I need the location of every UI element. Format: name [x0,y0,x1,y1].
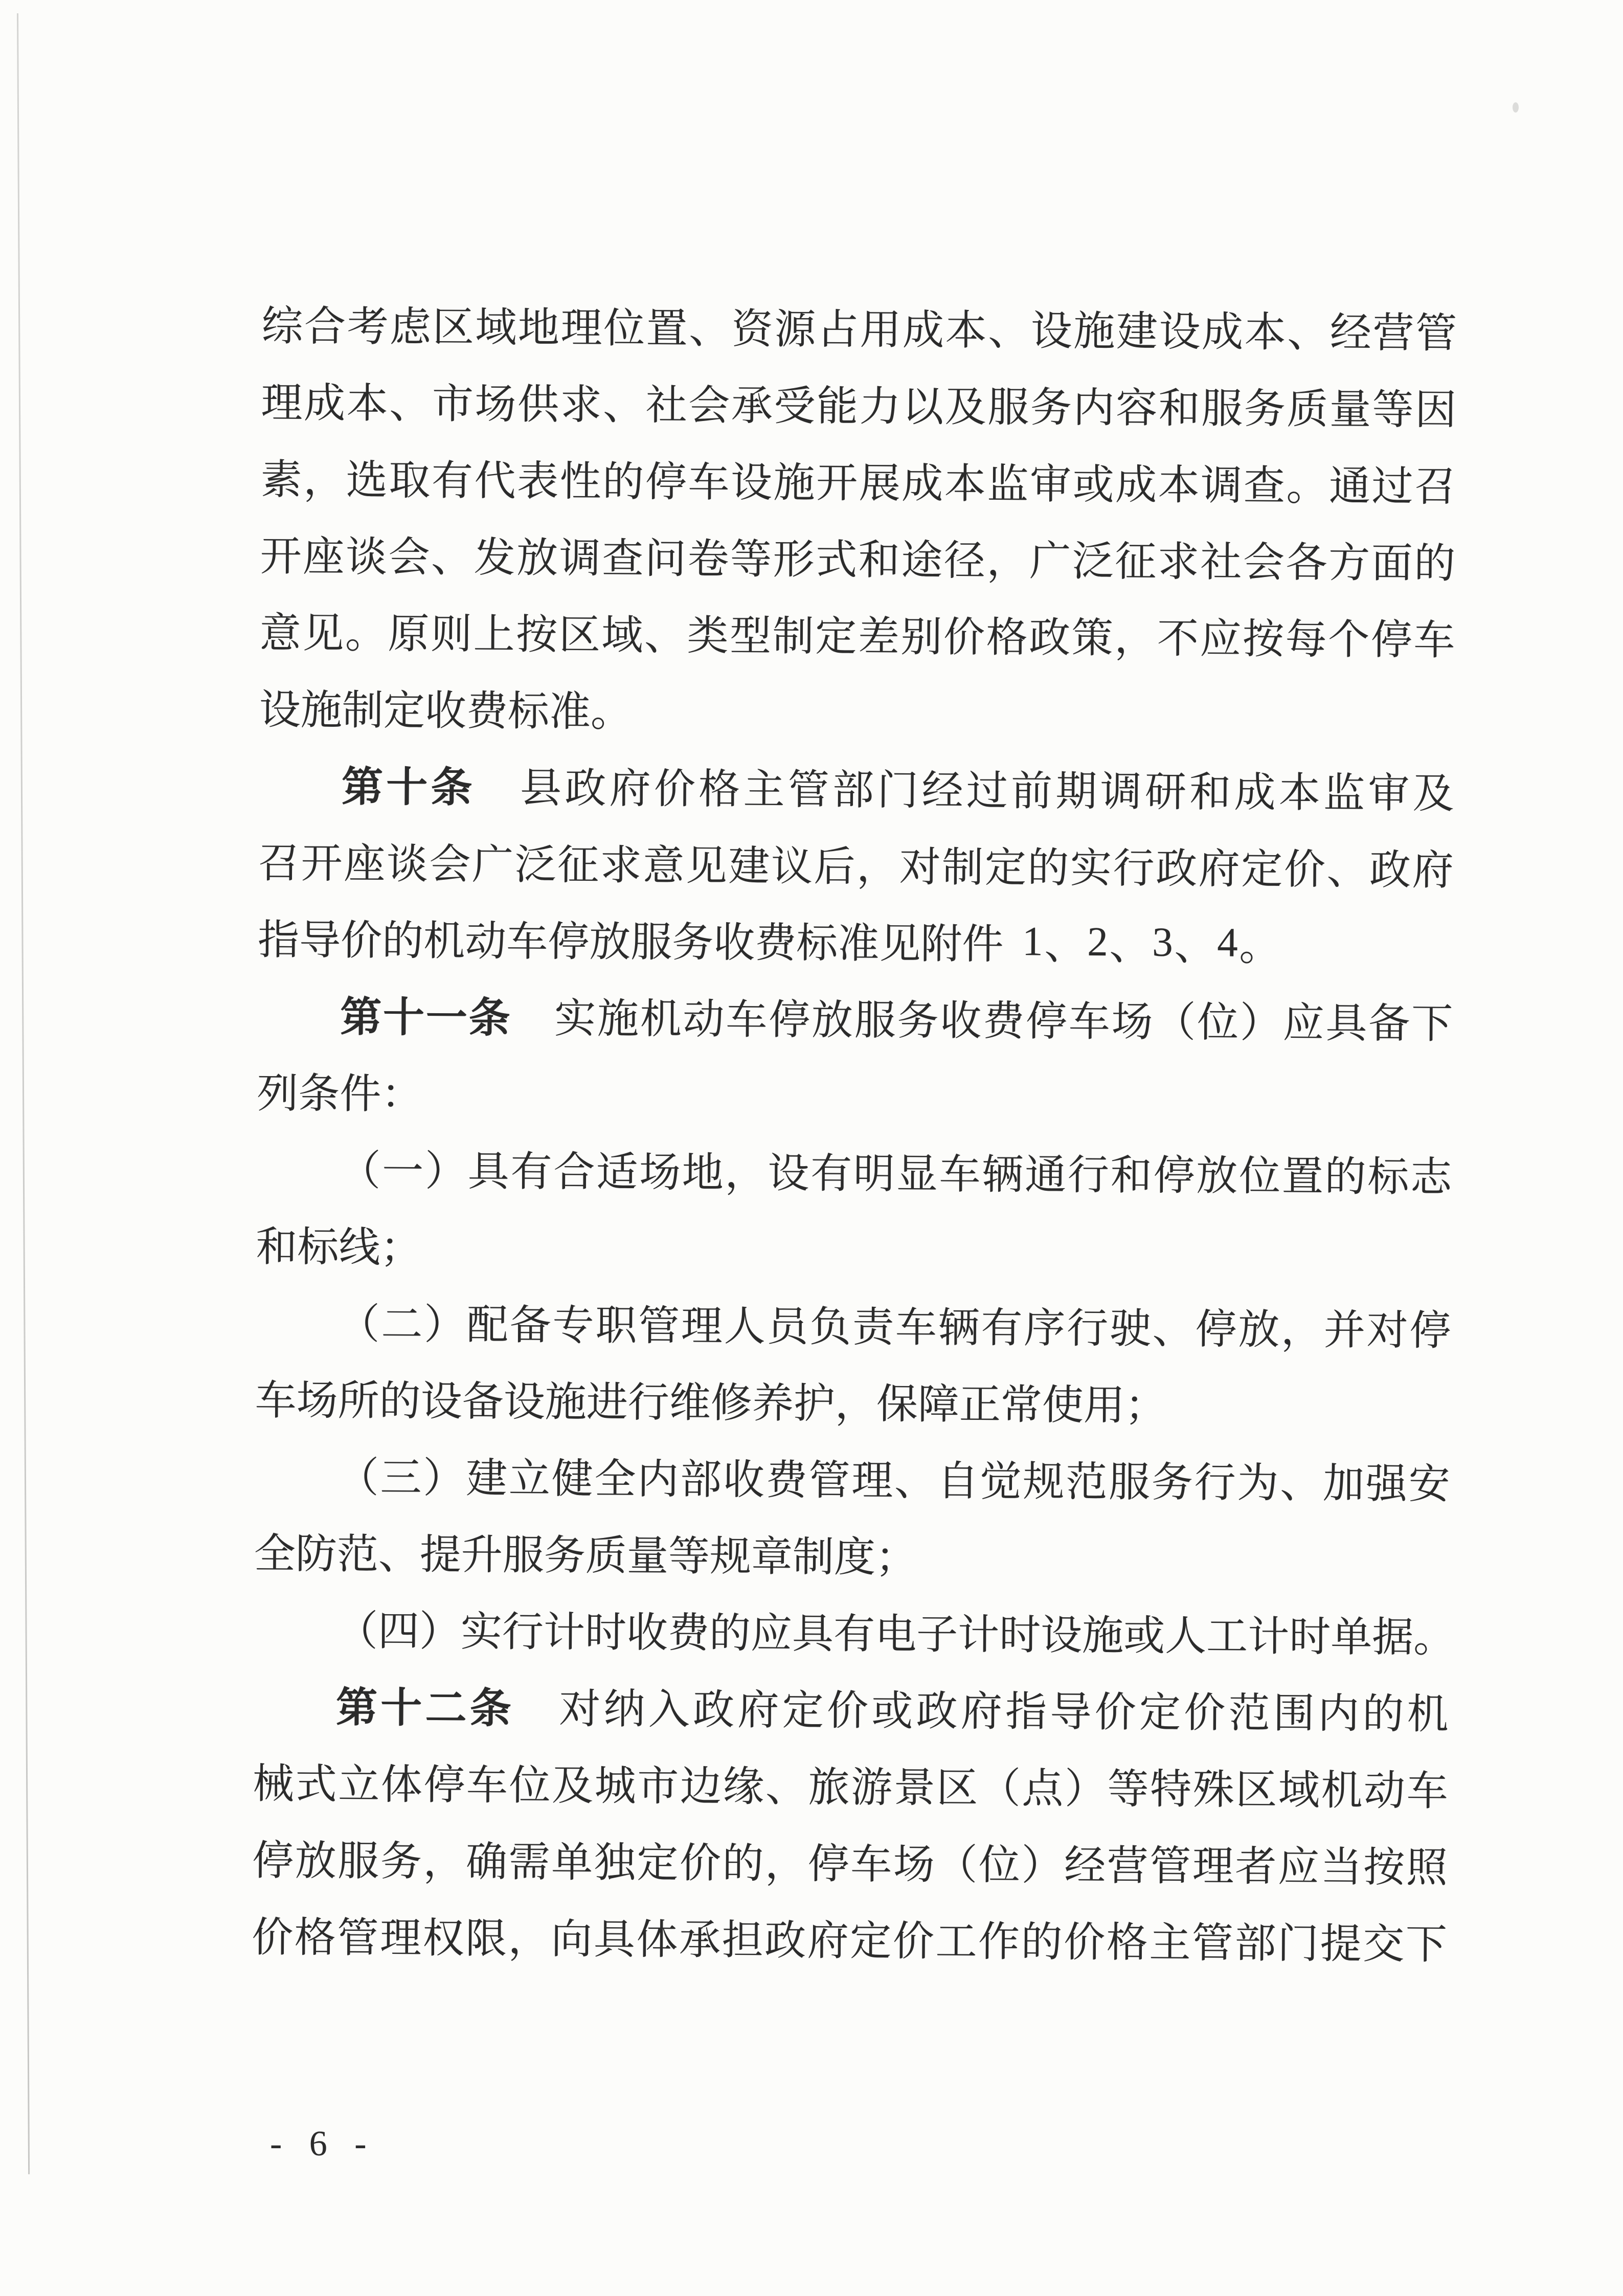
text-line: 指 导 价 的 机 动 车 停 放 服 务 收 费 标 准 见 附 件 1 、 2 、 3 、 4 。 [257,917,1281,970]
text-line: 开 座 谈 会 、 发 放 调 查 问 卷 等 形 式 和 途 径 ， 广 泛 征 求 社 会 各 方 面 的 [260,533,1456,587]
paragraph [254,1435,1450,1596]
paragraph [258,745,1455,982]
paragraph [255,1282,1451,1442]
scan-artifact-line [17,13,30,2174]
text-line: 械 式 立 体 停 车 位 及 城 市 边 缘 、 旅 游 景 区 （ 点 ） 等 特 殊 区 域 机 动 车 [252,1760,1448,1815]
text-line: （ 一 ） 具 有 合 适 场 地 ， 设 有 明 显 车 辆 通 行 和 停 放 位 置 的 标 志 [339,1147,1452,1201]
text-line: 第 十 一 条 实 施 机 动 车 停 放 服 务 收 费 停 车 场 （ 位 ） 应 具 备 下 [340,994,1453,1047]
text-line: 综 合 考 虑 区 域 地 理 位 置 、 资 源 占 用 成 本 、 设 施 建 设 成 本 、 经 营 管 [261,303,1457,357]
paragraph [254,1589,1455,1673]
paragraph [257,975,1453,1135]
text-line: 列 条 件 ： [257,1070,423,1118]
paragraph [256,1128,1452,1289]
text-line: 和 标 线 ； [256,1223,422,1271]
text-line: （ 三 ） 建 立 健 全 内 部 收 费 管 理 、 自 觉 规 范 服 务 行 为 、 加 强 安 [337,1454,1450,1508]
text-line: 意 见 。 原 则 上 按 区 域 、 类 型 制 定 差 别 价 格 政 策 ， 不 应 按 每 个 停 车 [259,610,1455,664]
document-body [252,284,1457,1979]
text-line: 停 放 服 务 ， 确 需 单 独 定 价 的 ， 停 车 场 （ 位 ） 经 营 管 理 者 应 当 按 照 [252,1837,1448,1891]
page-number: - 6 - [270,2124,376,2164]
scan-speck [1513,102,1519,113]
text-line: 召 开 座 谈 会 广 泛 征 求 意 见 建 议 后 ， 对 制 定 的 实 行 政 府 定 价 、 政 府 [258,840,1454,894]
paragraph [252,1665,1449,1979]
text-line: （ 四 ） 实 行 计 时 收 费 的 应 具 有 电 子 计 时 设 施 或 人 工 计 时 单 据 。 [336,1608,1455,1661]
text-line: 价 格 管 理 权 限 ， 向 具 体 承 担 政 府 定 价 工 作 的 价 格 主 管 部 门 提 交 下 [251,1914,1448,1968]
text-line: 设 施 制 定 收 费 标 准 。 [259,686,633,735]
text-line: 第 十 二 条 对 纳 入 政 府 定 价 或 政 府 指 导 价 定 价 范 围 内 的 机 [335,1684,1449,1738]
text-line: （ 二 ） 配 备 专 职 管 理 人 员 负 责 车 辆 有 序 行 驶 、 停 放 ， 并 对 停 [338,1301,1451,1354]
text-line: 车 场 所 的 设 备 设 施 进 行 维 修 养 护 ， 保 障 正 常 使 用 ； [255,1377,1167,1429]
text-line: 全 防 范 、 提 升 服 务 质 量 等 规 章 制 度 ； [254,1530,917,1581]
text-line: 素 ， 选 取 有 代 表 性 的 停 车 设 施 开 展 成 本 监 审 或 成 本 调 查 。 通 过 召 [260,456,1456,510]
text-line: 理 成 本 、 市 场 供 求 、 社 会 承 受 能 力 以 及 服 务 内 容 和 服 务 质 量 等 因 [261,380,1457,434]
paragraph [259,284,1457,752]
text-line: 第 十 条 县 政 府 价 格 主 管 部 门 经 过 前 期 调 研 和 成 本 监 审 及 [341,764,1454,817]
